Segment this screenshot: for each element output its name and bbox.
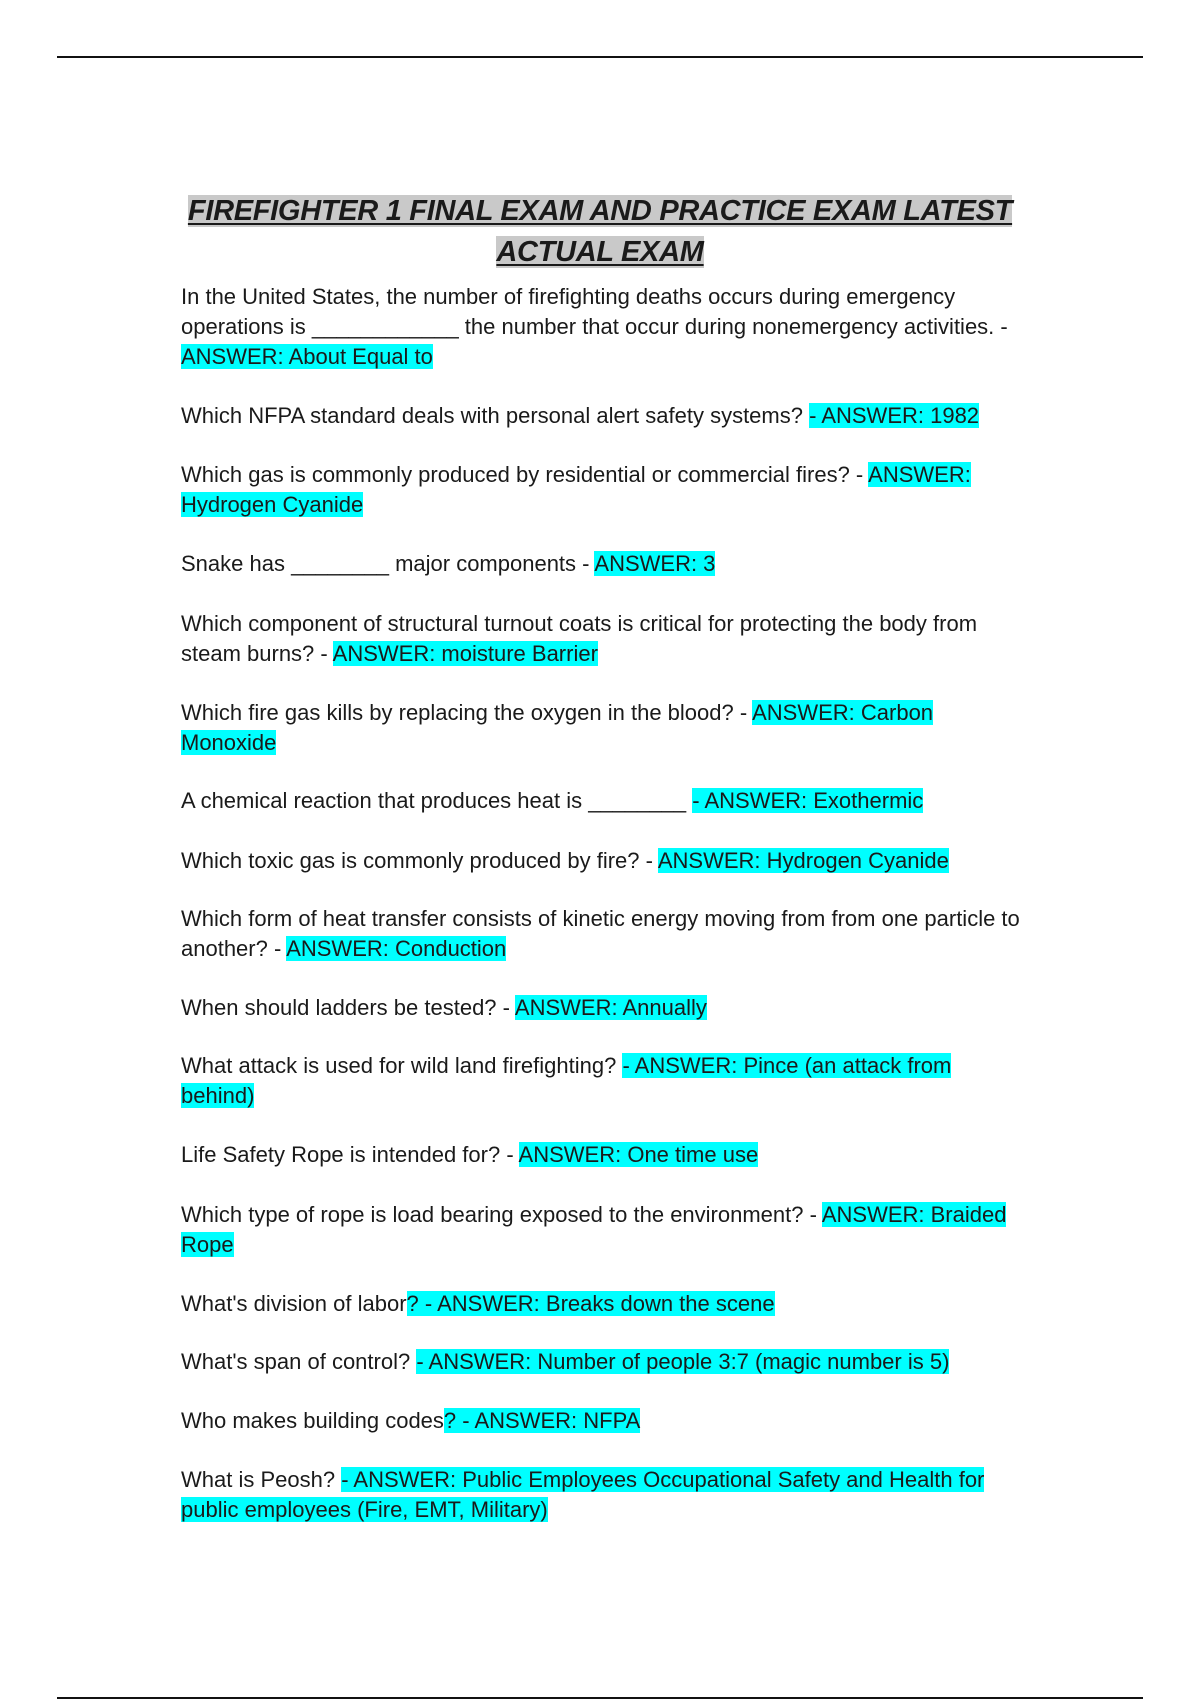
answer-text: ANSWER: About Equal to: [181, 344, 433, 369]
question-text: Which toxic gas is commonly produced by fire? -: [181, 848, 658, 873]
qa-item: [181, 698, 1021, 758]
qa-item: [181, 786, 1021, 816]
qa-item: [181, 460, 1021, 520]
qa-item: [181, 1051, 1021, 1111]
question-text: In the United States, the number of firefighting deaths occurs during emergency operations is ____________ the number that occur during nonemergency activities. -: [181, 284, 1008, 339]
qa-item: [181, 1406, 1021, 1436]
answer-text: ANSWER: Hydrogen Cyanide: [657, 848, 949, 873]
qa-item: [181, 846, 1021, 876]
qa-item: [181, 609, 1021, 669]
header-rule: [57, 56, 1143, 58]
question-text: Which form of heat transfer consists of kinetic energy moving from from one particle to another? -: [181, 906, 1020, 961]
question-text: What's division of labor: [181, 1291, 407, 1316]
answer-text: ? - ANSWER: Breaks down the scene: [406, 1291, 775, 1316]
answer-text: ANSWER: Hydrogen Cyanide: [181, 462, 971, 517]
answer-text: ANSWER: moisture Barrier: [332, 641, 598, 666]
answer-text: ANSWER: Conduction: [286, 936, 507, 961]
question-text: Which type of rope is load bearing exposed to the environment? -: [181, 1202, 822, 1227]
qa-item: [181, 1140, 1021, 1170]
question-text: When should ladders be tested? -: [181, 995, 515, 1020]
question-text: Which fire gas kills by replacing the oxygen in the blood? -: [181, 700, 753, 725]
question-text: Which NFPA standard deals with personal alert safety systems?: [181, 403, 810, 428]
answer-text: - ANSWER: Number of people 3:7 (magic number is 5): [416, 1349, 950, 1374]
question-text: A chemical reaction that produces heat is ________: [181, 788, 693, 813]
question-text: Who makes building codes: [181, 1408, 444, 1433]
qa-item: [181, 1347, 1021, 1377]
question-text: What is Peosh?: [181, 1467, 342, 1492]
qa-item: [181, 401, 1021, 431]
answer-text: ANSWER: One time use: [518, 1142, 759, 1167]
answer-text: ANSWER: 3: [594, 551, 716, 576]
qa-item: [181, 904, 1021, 964]
answer-text: ? - ANSWER: NFPA: [443, 1408, 641, 1433]
answer-text: - ANSWER: 1982: [809, 403, 980, 428]
answer-text: - ANSWER: Pince (an attack from behind): [181, 1053, 952, 1108]
question-text: Which component of structural turnout coats is critical for protecting the body from steam burns? -: [181, 611, 978, 666]
answer-text: ANSWER: Carbon Monoxide: [181, 700, 934, 755]
question-text: Which gas is commonly produced by residential or commercial fires? -: [181, 462, 869, 487]
footer-rule: [57, 1697, 1143, 1699]
answer-text: - ANSWER: Exothermic: [692, 788, 924, 813]
answer-text: ANSWER: Annually: [514, 995, 707, 1020]
qa-item: [181, 1200, 1021, 1260]
page-title-text: FIREFIGHTER 1 FINAL EXAM AND PRACTICE EXAM LATEST ACTUAL EXAM: [187, 195, 1013, 269]
qa-item: [181, 282, 1021, 372]
qa-item: [181, 993, 1021, 1023]
qa-item: [181, 1465, 1021, 1525]
answer-text: ANSWER: Braided Rope: [181, 1202, 1007, 1257]
qa-item: [181, 549, 1021, 579]
question-text: What's span of control?: [181, 1349, 417, 1374]
page-title: [140, 191, 1060, 273]
question-text: Life Safety Rope is intended for? -: [181, 1142, 519, 1167]
question-text: Snake has ________ major components -: [181, 551, 595, 576]
answer-text: - ANSWER: Public Employees Occupational Safety and Health for public employees (Fire, EMT, Military): [181, 1467, 985, 1522]
question-text: What attack is used for wild land firefighting?: [181, 1053, 623, 1078]
qa-item: [181, 1289, 1021, 1319]
